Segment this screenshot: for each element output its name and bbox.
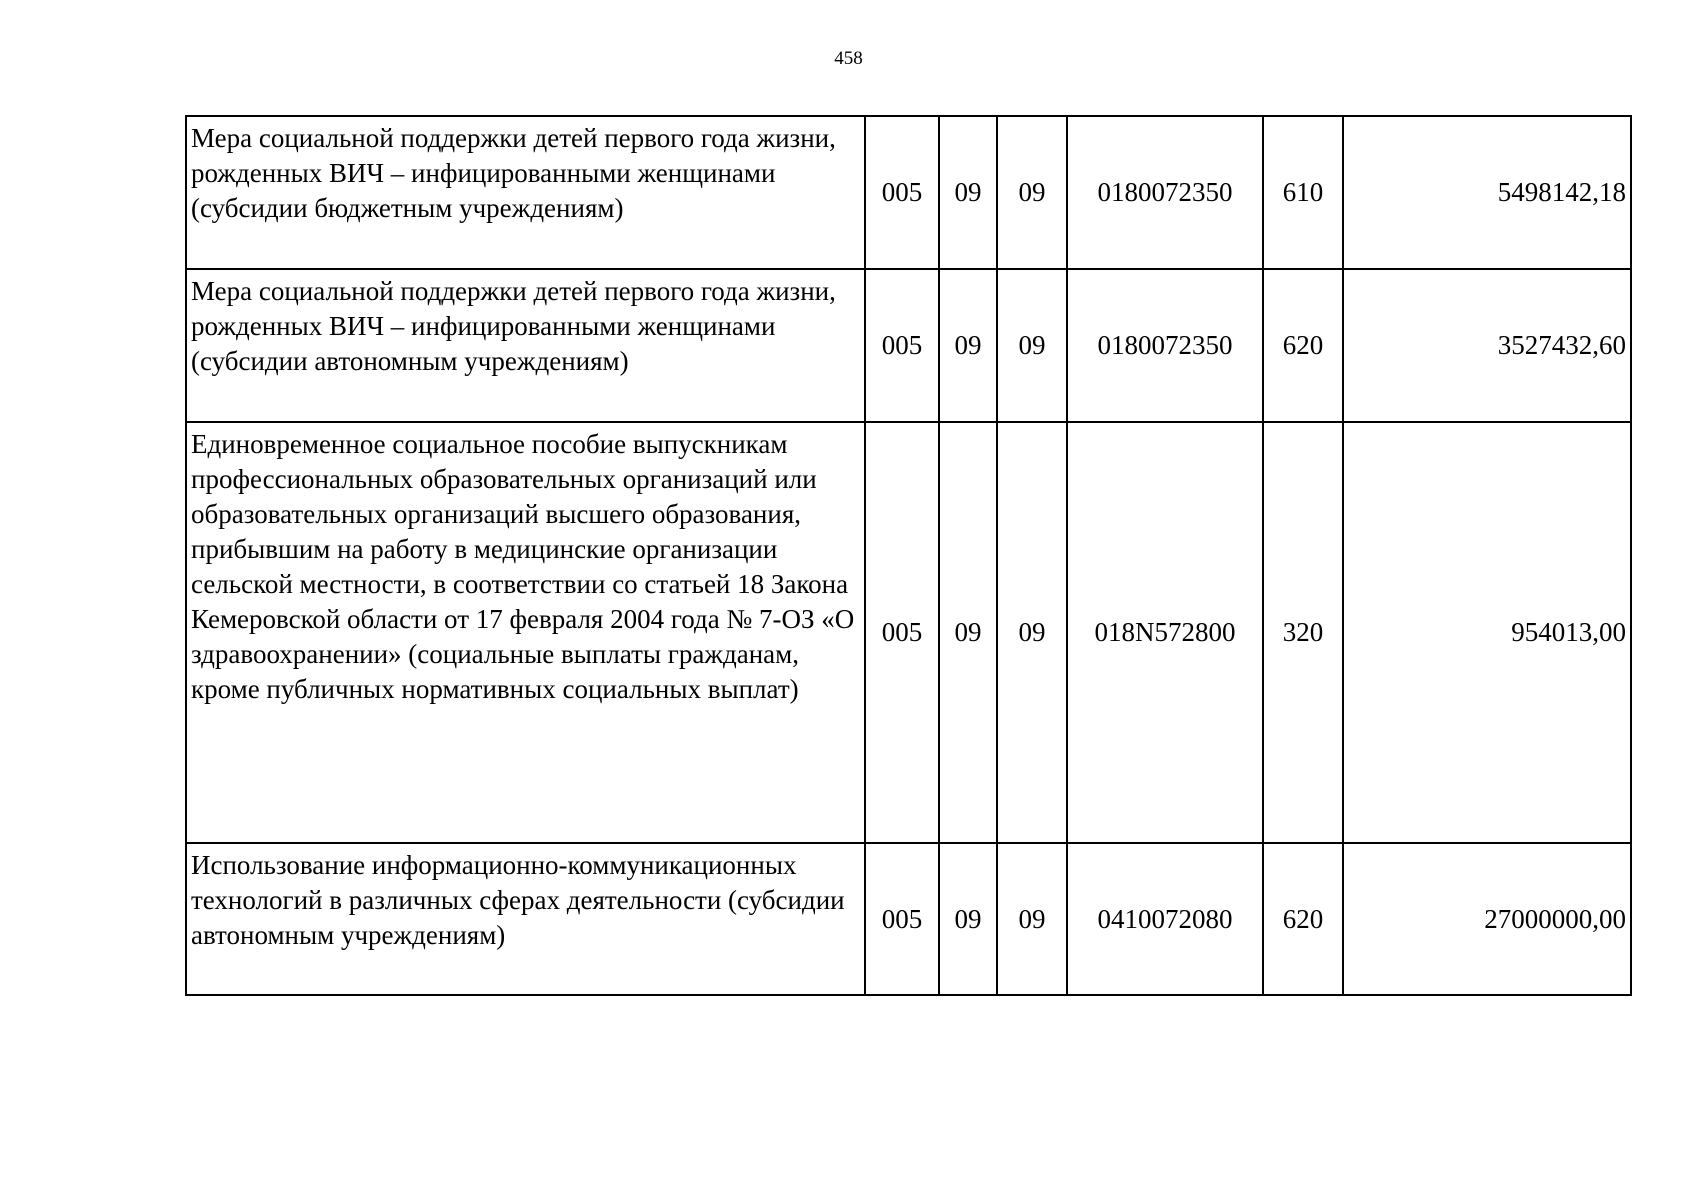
subsection-code: 09 [997, 269, 1067, 422]
amount: 3527432,60 [1343, 269, 1631, 422]
amount: 27000000,00 [1343, 843, 1631, 995]
section-code: 09 [939, 422, 997, 843]
table-row [186, 843, 1631, 995]
expense-type-code: 620 [1263, 269, 1343, 422]
subsection-code: 09 [997, 116, 1067, 269]
ministry-code: 005 [865, 116, 939, 269]
page-number: 458 [834, 48, 863, 69]
table-row [186, 422, 1631, 843]
amount: 954013,00 [1343, 422, 1631, 843]
target-article-code: 018N572800 [1067, 422, 1263, 843]
row-description: Единовременное социальное пособие выпускникам профессиональных образовательных организаций или образовательных организаций высшего образования, прибывшим на работу в медицинские организации сельской местности, в соответствии со статьей 18 Закона Кемеровской области от 17 февраля 2004 года № 7-ОЗ «О здравоохранении» (социальные выплаты гражданам, кроме публичных нормативных социальных выплат) [186, 422, 865, 843]
ministry-code: 005 [865, 843, 939, 995]
row-description: Использование информационно-коммуникационных технологий в различных сферах деятельности (субсидии автономным учреждениям) [186, 843, 865, 995]
section-code: 09 [939, 843, 997, 995]
amount: 5498142,18 [1343, 116, 1631, 269]
subsection-code: 09 [997, 843, 1067, 995]
ministry-code: 005 [865, 269, 939, 422]
section-code: 09 [939, 116, 997, 269]
subsection-code: 09 [997, 422, 1067, 843]
table-row [186, 116, 1631, 269]
row-description: Мера социальной поддержки детей первого года жизни, рожденных ВИЧ – инфицированными женщинами (субсидии автономным учреждениям) [186, 269, 865, 422]
target-article-code: 0180072350 [1067, 116, 1263, 269]
expense-type-code: 620 [1263, 843, 1343, 995]
row-description: Мера социальной поддержки детей первого года жизни, рожденных ВИЧ – инфицированными женщинами (субсидии бюджетным учреждениям) [186, 116, 865, 269]
table-row [186, 269, 1631, 422]
target-article-code: 0180072350 [1067, 269, 1263, 422]
expense-type-code: 610 [1263, 116, 1343, 269]
expense-type-code: 320 [1263, 422, 1343, 843]
ministry-code: 005 [865, 422, 939, 843]
target-article-code: 0410072080 [1067, 843, 1263, 995]
section-code: 09 [939, 269, 997, 422]
budget-table [185, 115, 1632, 996]
